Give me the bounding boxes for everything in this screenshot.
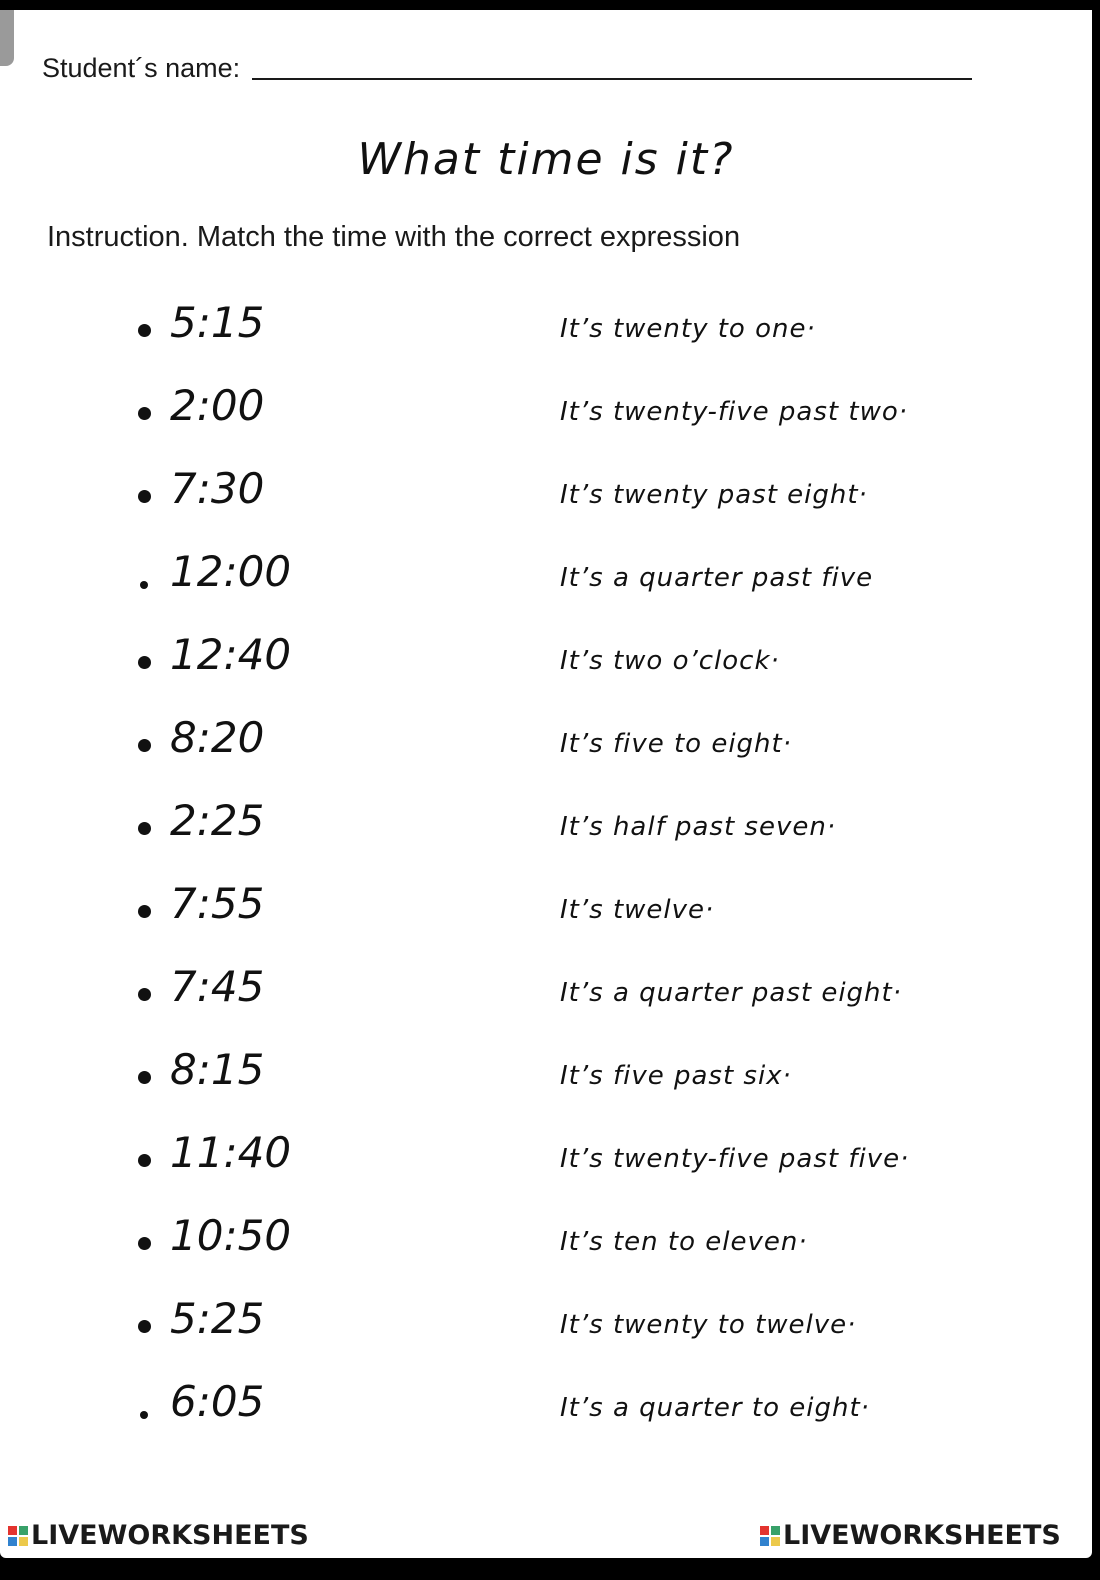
worksheet-title: What time is it? <box>357 134 735 185</box>
match-row <box>0 701 1092 784</box>
time-value: 2:00 <box>170 381 265 430</box>
match-row <box>0 618 1092 701</box>
student-name-label: Student´s name: <box>42 53 241 83</box>
time-expression: It’s ten to eleven· <box>560 1227 808 1257</box>
bullet-dot <box>140 581 148 589</box>
time-expression: It’s two o’clock· <box>560 646 780 676</box>
bullet-dot <box>138 988 151 1001</box>
time-value: 11:40 <box>170 1128 292 1177</box>
time-expression: It’s five to eight· <box>560 729 792 759</box>
match-row <box>0 1033 1092 1116</box>
worksheet-page <box>0 10 1092 1558</box>
time-value: 8:20 <box>170 713 265 762</box>
match-row <box>0 535 1092 618</box>
time-expression: It’s twenty past eight· <box>560 480 868 510</box>
time-value: 5:25 <box>170 1294 265 1343</box>
bullet-dot <box>138 1320 151 1333</box>
bullet-dot <box>138 324 151 337</box>
liveworksheets-watermark-left <box>8 1522 309 1549</box>
time-expression: It’s five past six· <box>560 1061 792 1091</box>
brand-text: LIVEWORKSHEETS <box>783 1520 1061 1551</box>
match-row <box>0 950 1092 1033</box>
time-expression: It’s a quarter past eight· <box>560 978 902 1008</box>
bullet-dot <box>138 739 151 752</box>
bullet-dot <box>138 822 151 835</box>
time-value: 7:45 <box>170 962 265 1011</box>
liveworksheets-logo-icon <box>8 1526 28 1546</box>
match-row <box>0 369 1092 452</box>
time-value: 2:25 <box>170 796 265 845</box>
bullet-dot <box>138 407 151 420</box>
time-value: 8:15 <box>170 1045 265 1094</box>
match-row <box>0 784 1092 867</box>
bullet-dot <box>138 656 151 669</box>
time-expression: It’s twenty-five past two· <box>560 397 909 427</box>
time-value: 6:05 <box>170 1377 265 1426</box>
time-expression: It’s twenty-five past five· <box>560 1144 910 1174</box>
bullet-dot <box>138 1237 151 1250</box>
match-row <box>0 867 1092 950</box>
time-expression: It’s twenty to twelve· <box>560 1310 857 1340</box>
bullet-dot <box>140 1411 148 1419</box>
match-row <box>0 286 1092 369</box>
time-expression: It’s twenty to one· <box>560 314 816 344</box>
student-name-input-line[interactable] <box>252 76 972 80</box>
match-row <box>0 452 1092 535</box>
time-value: 12:40 <box>170 630 292 679</box>
corner-tab <box>0 10 14 66</box>
bullet-dot <box>138 490 151 503</box>
brand-text: LIVEWORKSHEETS <box>31 1520 309 1551</box>
match-row <box>0 1116 1092 1199</box>
time-expression: It’s half past seven· <box>560 812 837 842</box>
instruction-text: Instruction. Match the time with the correct expression <box>47 221 741 253</box>
bullet-dot <box>138 1071 151 1084</box>
time-expression: It’s twelve· <box>560 895 715 925</box>
bullet-dot <box>138 905 151 918</box>
bullet-dot <box>138 1154 151 1167</box>
match-row <box>0 1199 1092 1282</box>
matching-list <box>0 286 1092 1448</box>
time-expression: It’s a quarter past five <box>560 563 874 593</box>
liveworksheets-logo-icon <box>760 1526 780 1546</box>
match-row <box>0 1282 1092 1365</box>
time-value: 7:30 <box>170 464 265 513</box>
time-expression: It’s a quarter to eight· <box>560 1393 870 1423</box>
student-name-row <box>42 42 972 82</box>
time-value: 5:15 <box>170 298 265 347</box>
liveworksheets-watermark-right <box>760 1522 1061 1549</box>
time-value: 12:00 <box>170 547 292 596</box>
time-value: 10:50 <box>170 1211 292 1260</box>
time-value: 7:55 <box>170 879 265 928</box>
match-row <box>0 1365 1092 1448</box>
